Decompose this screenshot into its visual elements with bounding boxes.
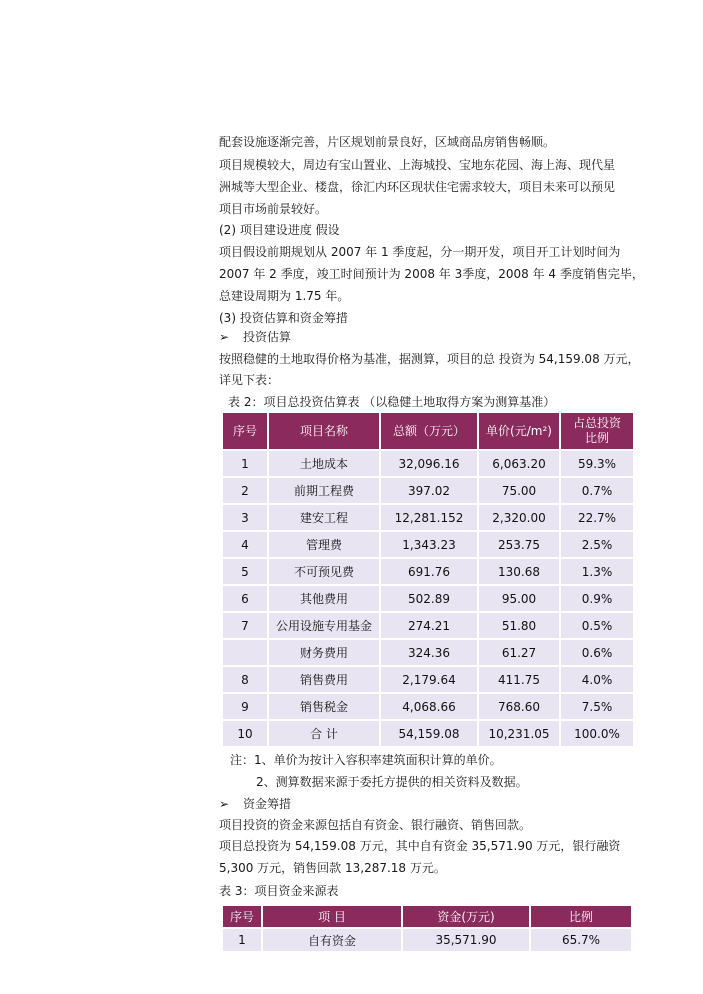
table-cell: 3: [222, 504, 268, 531]
table-cell: 1: [222, 450, 268, 477]
table-cell: 59.3%: [560, 450, 634, 477]
table-row: [222, 639, 634, 666]
table-cell: 9: [222, 693, 268, 720]
table-row: [222, 720, 634, 747]
table-cell: 5: [222, 558, 268, 585]
table-cell: 691.76: [380, 558, 478, 585]
paragraph-line: 项目总投资为 54,159.08 万元，其中自有资金 35,571.90 万元，银行融资: [219, 839, 621, 853]
table-cell: 自有资金: [262, 928, 402, 952]
table-cell: 324.36: [380, 639, 478, 666]
table-cell: 1.3%: [560, 558, 634, 585]
table-row: [222, 585, 634, 612]
table-cell: 253.75: [478, 531, 560, 558]
table-cell: 销售费用: [268, 666, 380, 693]
table-cell: 不可预见费: [268, 558, 380, 585]
table-cell: 32,096.16: [380, 450, 478, 477]
table-cell: 130.68: [478, 558, 560, 585]
table-row: [222, 504, 634, 531]
paragraph-line: 配套设施逐渐完善，片区规划前景良好，区域商品房销售畅顺。: [219, 135, 556, 149]
investment-table: [221, 411, 635, 748]
table-row: [222, 558, 634, 585]
section-heading: (2) 项目建设进度 假设: [219, 223, 340, 237]
subheading-label: 投资估算: [243, 330, 292, 344]
table-cell: 其他费用: [268, 585, 380, 612]
paragraph-line: 2007 年 2 季度，竣工时间预计为 2008 年 3季度，2008 年 4 季度销售完毕，: [219, 267, 644, 281]
column-header: 总额（万元）: [380, 412, 478, 450]
paragraph-line: 5,300 万元，销售回款 13,287.18 万元。: [219, 861, 446, 875]
paragraph-line: 项目规模较大，周边有宝山置业、上海城投、宝地东花园、海上海、现代星: [219, 158, 616, 172]
table-caption: 表 2：项目总投资估算表 （以稳健土地取得方案为测算基准）: [228, 395, 556, 409]
paragraph-line: 按照稳健的土地取得价格为基准，据测算，项目的总 投资为 54,159.08 万元，: [219, 352, 640, 366]
table-cell: 8: [222, 666, 268, 693]
column-header: 项目名称: [268, 412, 380, 450]
table-cell: 51.80: [478, 612, 560, 639]
table-cell: 12,281.152: [380, 504, 478, 531]
table-cell: 75.00: [478, 477, 560, 504]
table-cell: 土地成本: [268, 450, 380, 477]
table-cell: 0.7%: [560, 477, 634, 504]
table-header-row: [222, 905, 632, 928]
table-cell: 7: [222, 612, 268, 639]
table-cell: 公用设施专用基金: [268, 612, 380, 639]
table-row: [222, 450, 634, 477]
table-cell: 6: [222, 585, 268, 612]
table-cell: 274.21: [380, 612, 478, 639]
funding-table: [221, 904, 633, 953]
table-cell: 0.6%: [560, 639, 634, 666]
table-row: [222, 612, 634, 639]
table-cell: 合 计: [268, 720, 380, 747]
paragraph-line: 项目投资的资金来源包括自有资金、银行融资、销售回款。: [219, 818, 532, 832]
table-cell: 411.75: [478, 666, 560, 693]
subheading-label: 资金筹措: [243, 797, 292, 811]
section-heading: (3) 投资估算和资金筹措: [219, 311, 348, 325]
note: 2、测算数据来源于委托方提供的相关资料及数据。: [256, 775, 528, 789]
paragraph-line: 详见下表：: [219, 373, 280, 387]
column-header: 资金(万元): [402, 905, 530, 928]
table-cell: [222, 639, 268, 666]
table-cell: 10: [222, 720, 268, 747]
table-row: [222, 693, 634, 720]
table-cell: 95.00: [478, 585, 560, 612]
column-header: 占总投资 比例: [560, 412, 634, 450]
table-cell: 4,068.66: [380, 693, 478, 720]
table-row: [222, 666, 634, 693]
table-cell: 4.0%: [560, 666, 634, 693]
table-cell: 2.5%: [560, 531, 634, 558]
table-cell: 0.5%: [560, 612, 634, 639]
arrow-bullet-icon: ➢: [219, 797, 230, 811]
table-row: [222, 477, 634, 504]
table-cell: 35,571.90: [402, 928, 530, 952]
column-header: 项 目: [262, 905, 402, 928]
table-row: [222, 531, 634, 558]
column-header: 序号: [222, 412, 268, 450]
table-cell: 2,179.64: [380, 666, 478, 693]
table-cell: 财务费用: [268, 639, 380, 666]
paragraph-line: 项目市场前景较好。: [219, 202, 328, 216]
arrow-bullet-icon: ➢: [219, 330, 230, 344]
table-cell: 100.0%: [560, 720, 634, 747]
paragraph-line: 项目假设前期规划从 2007 年 1 季度起，分一期开发，项目开工计划时间为: [219, 245, 621, 259]
table-cell: 0.9%: [560, 585, 634, 612]
table-cell: 前期工程费: [268, 477, 380, 504]
table-cell: 1,343.23: [380, 531, 478, 558]
table-cell: 2,320.00: [478, 504, 560, 531]
table-cell: 1: [222, 928, 262, 952]
column-header: 比例: [530, 905, 632, 928]
table-cell: 10,231.05: [478, 720, 560, 747]
table-cell: 管理费: [268, 531, 380, 558]
table-cell: 502.89: [380, 585, 478, 612]
note: 注：1、单价为按计入容积率建筑面积计算的单价。: [230, 753, 502, 767]
table-row: [222, 928, 632, 952]
table-cell: 销售税金: [268, 693, 380, 720]
table-caption: 表 3：项目资金来源表: [219, 884, 339, 898]
subheading: [219, 329, 291, 345]
table-cell: 2: [222, 477, 268, 504]
subheading: [219, 796, 291, 812]
table-header-row: [222, 412, 634, 450]
table-cell: 65.7%: [530, 928, 632, 952]
table-cell: 6,063.20: [478, 450, 560, 477]
column-header: 单价(元/m²): [478, 412, 560, 450]
paragraph-line: 洲城等大型企业、楼盘，徐汇内环区现状住宅需求较大，项目未来可以预见: [219, 180, 616, 194]
table-cell: 768.60: [478, 693, 560, 720]
table-cell: 22.7%: [560, 504, 634, 531]
column-header: 序号: [222, 905, 262, 928]
paragraph-line: 总建设周期为 1.75 年。: [219, 289, 350, 303]
table-cell: 397.02: [380, 477, 478, 504]
table-cell: 7.5%: [560, 693, 634, 720]
table-cell: 建安工程: [268, 504, 380, 531]
table-cell: 61.27: [478, 639, 560, 666]
table-cell: 4: [222, 531, 268, 558]
table-cell: 54,159.08: [380, 720, 478, 747]
